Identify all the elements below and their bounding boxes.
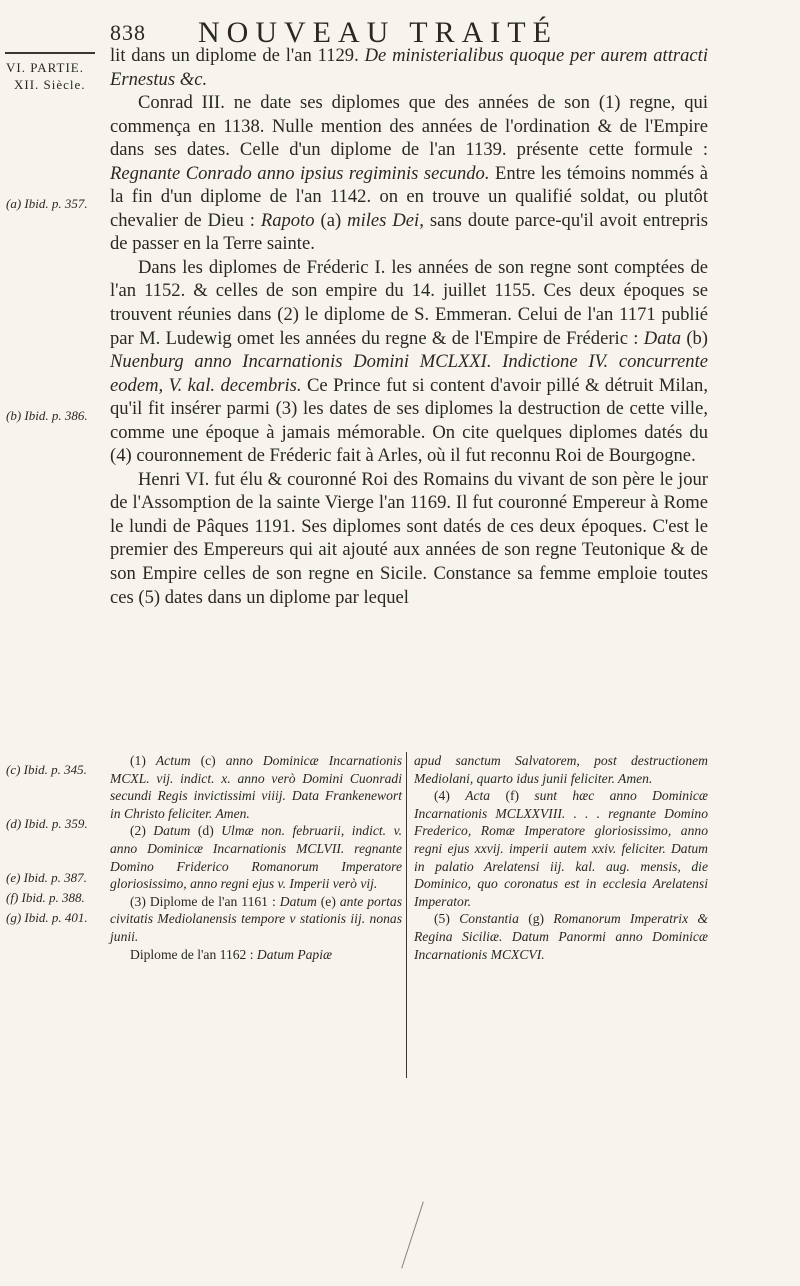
margin-part: VI. PARTIE. [6, 60, 84, 75]
paragraph-1: lit dans un diplome de l'an 1129. De ministerialibus quoque per aurem attracti Ernestus &c. [110, 45, 709, 90]
page-header [110, 14, 710, 48]
main-text [110, 44, 708, 609]
margin-note-b: (b) Ibid. p. 386. [6, 408, 88, 423]
footnote-3b: Diplome de l'an 1162 : Datum Papiæ [130, 946, 333, 962]
footnote-ref-e: (e) Ibid. p. 387. [6, 870, 87, 885]
footnote-5: (5) Constantia (g) Romanorum Imperatrix & Regina Siciliæ. Datum Panormi anno Dominicæ Incarnationis MCXCVI. [414, 911, 709, 962]
pen-mark [401, 1202, 424, 1269]
running-title: NOUVEAU TRAITÉ [198, 16, 558, 49]
footnote-2: (2) Datum (d) Ulmæ non. februarii, indict. v. anno Dominicæ Incarnationis MCLVII. regnante Domino Friderico Romanorum Imperatore gloriosissimo, anno regni ejus v. Imperii verò vij. [110, 823, 402, 892]
page-number: 838 [110, 20, 146, 45]
footnote-4: (4) Acta (f) sunt hæc anno Dominicæ Incarnationis MCLXXVIII. . . . regnante Domino Frederico, Romæ Imperatore gloriosissimo, anno regni ejus xxvij. imperii autem xxiv. feliciter. Datum in palatio Arelatensi iij. kal. aug. mensis, die Dominico, quo coronatus est in ecclesia Arelatensi Imperator. [414, 788, 708, 909]
footnote-divider [406, 752, 407, 1078]
footnote-3-continued: apud sanctum Salvatorem, post destructionem Mediolani, quarto idus junii feliciter. Amen. [414, 753, 708, 786]
footnote-ref-g: (g) Ibid. p. 401. [6, 910, 88, 925]
paragraph-2: Conrad III. ne date ses diplomes que des années de son (1) regne, qui commença en 1138. Nulle mention des années de l'ordination & de l'Empire dans ses dates. Celle d'un diplome de l'an 1139. présente cette formule : Regnante Conrado anno ipsius regiminis secundo. Entre les témoins nommés à la fin d'un diplome de l'an 1142. on en trouve un qualifié soldat, ou plutôt chevalier de Dieu : Rapoto (a) miles Dei, sans doute parce-qu'il avoit entrepris de passer en la Terre sainte. [110, 92, 709, 255]
paragraph-3: Dans les diplomes de Fréderic I. les années de son regne sont comptées de l'an 1152. & celles de son empire du 14. juillet 1155. Ces deux époques se trouvent réunies dans (2) le diplome de S. Emmeran. Celui de l'an 1171 publié par M. Ludewig omet les années du regne & de l'Empire de Fréderic : Data (b) Nuenburg anno Incarnationis Domini MCLXXI. Indictione IV. concurrente eodem, V. kal. decembris. Ce Prince fut si content d'avoir pillé & détruit Milan, qu'il fit insérer parmi (3) les dates de ses diplomes la destruction de cette ville, comme une époque à jamais mémorable. On cite quelques diplomes datés du (4) couronnement de Fréderic fait à Arles, où il fut reconnu Roi de Bourgogne. [110, 256, 708, 467]
footnote-ref-f: (f) Ibid. p. 388. [6, 890, 85, 905]
footnote-ref-d: (d) Ibid. p. 359. [6, 816, 88, 831]
header-rule [5, 52, 95, 54]
margin-century: XII. Siècle. [14, 77, 86, 92]
footnotes-left-column [110, 752, 402, 963]
footnote-ref-c: (c) Ibid. p. 345. [6, 762, 87, 777]
footnotes-right-column [414, 752, 708, 963]
paragraph-4: Henri VI. fut élu & couronné Roi des Romains du vivant de son père le jour de l'Assomption de la sainte Vierge l'an 1169. Il fut couronné Empereur à Rome le lundi de Pâques 1191. Ses diplomes sont datés de ces deux époques. C'est le premier des Empereurs qui ait ajouté aux années de son regne Teutonique & de son Empire celles de son regne en Sicile. Constance sa femme emploie toutes ces (5) dates dans un diplome par lequel [110, 468, 708, 608]
footnote-1: (1) Actum (c) anno Dominicæ Incarnationis MCXL. vij. indict. x. anno verò Domini Cuonradi secundi Regis invictissimi viiij. Data Frankenewort in Christo feliciter. Amen. [110, 753, 402, 821]
footnote-3: (3) Diplome de l'an 1161 : Datum (e) ante portas civitatis Mediolanensis tempore v stationis iij. nonas junii. [110, 893, 403, 944]
margin-note-a: (a) Ibid. p. 357. [6, 196, 88, 211]
